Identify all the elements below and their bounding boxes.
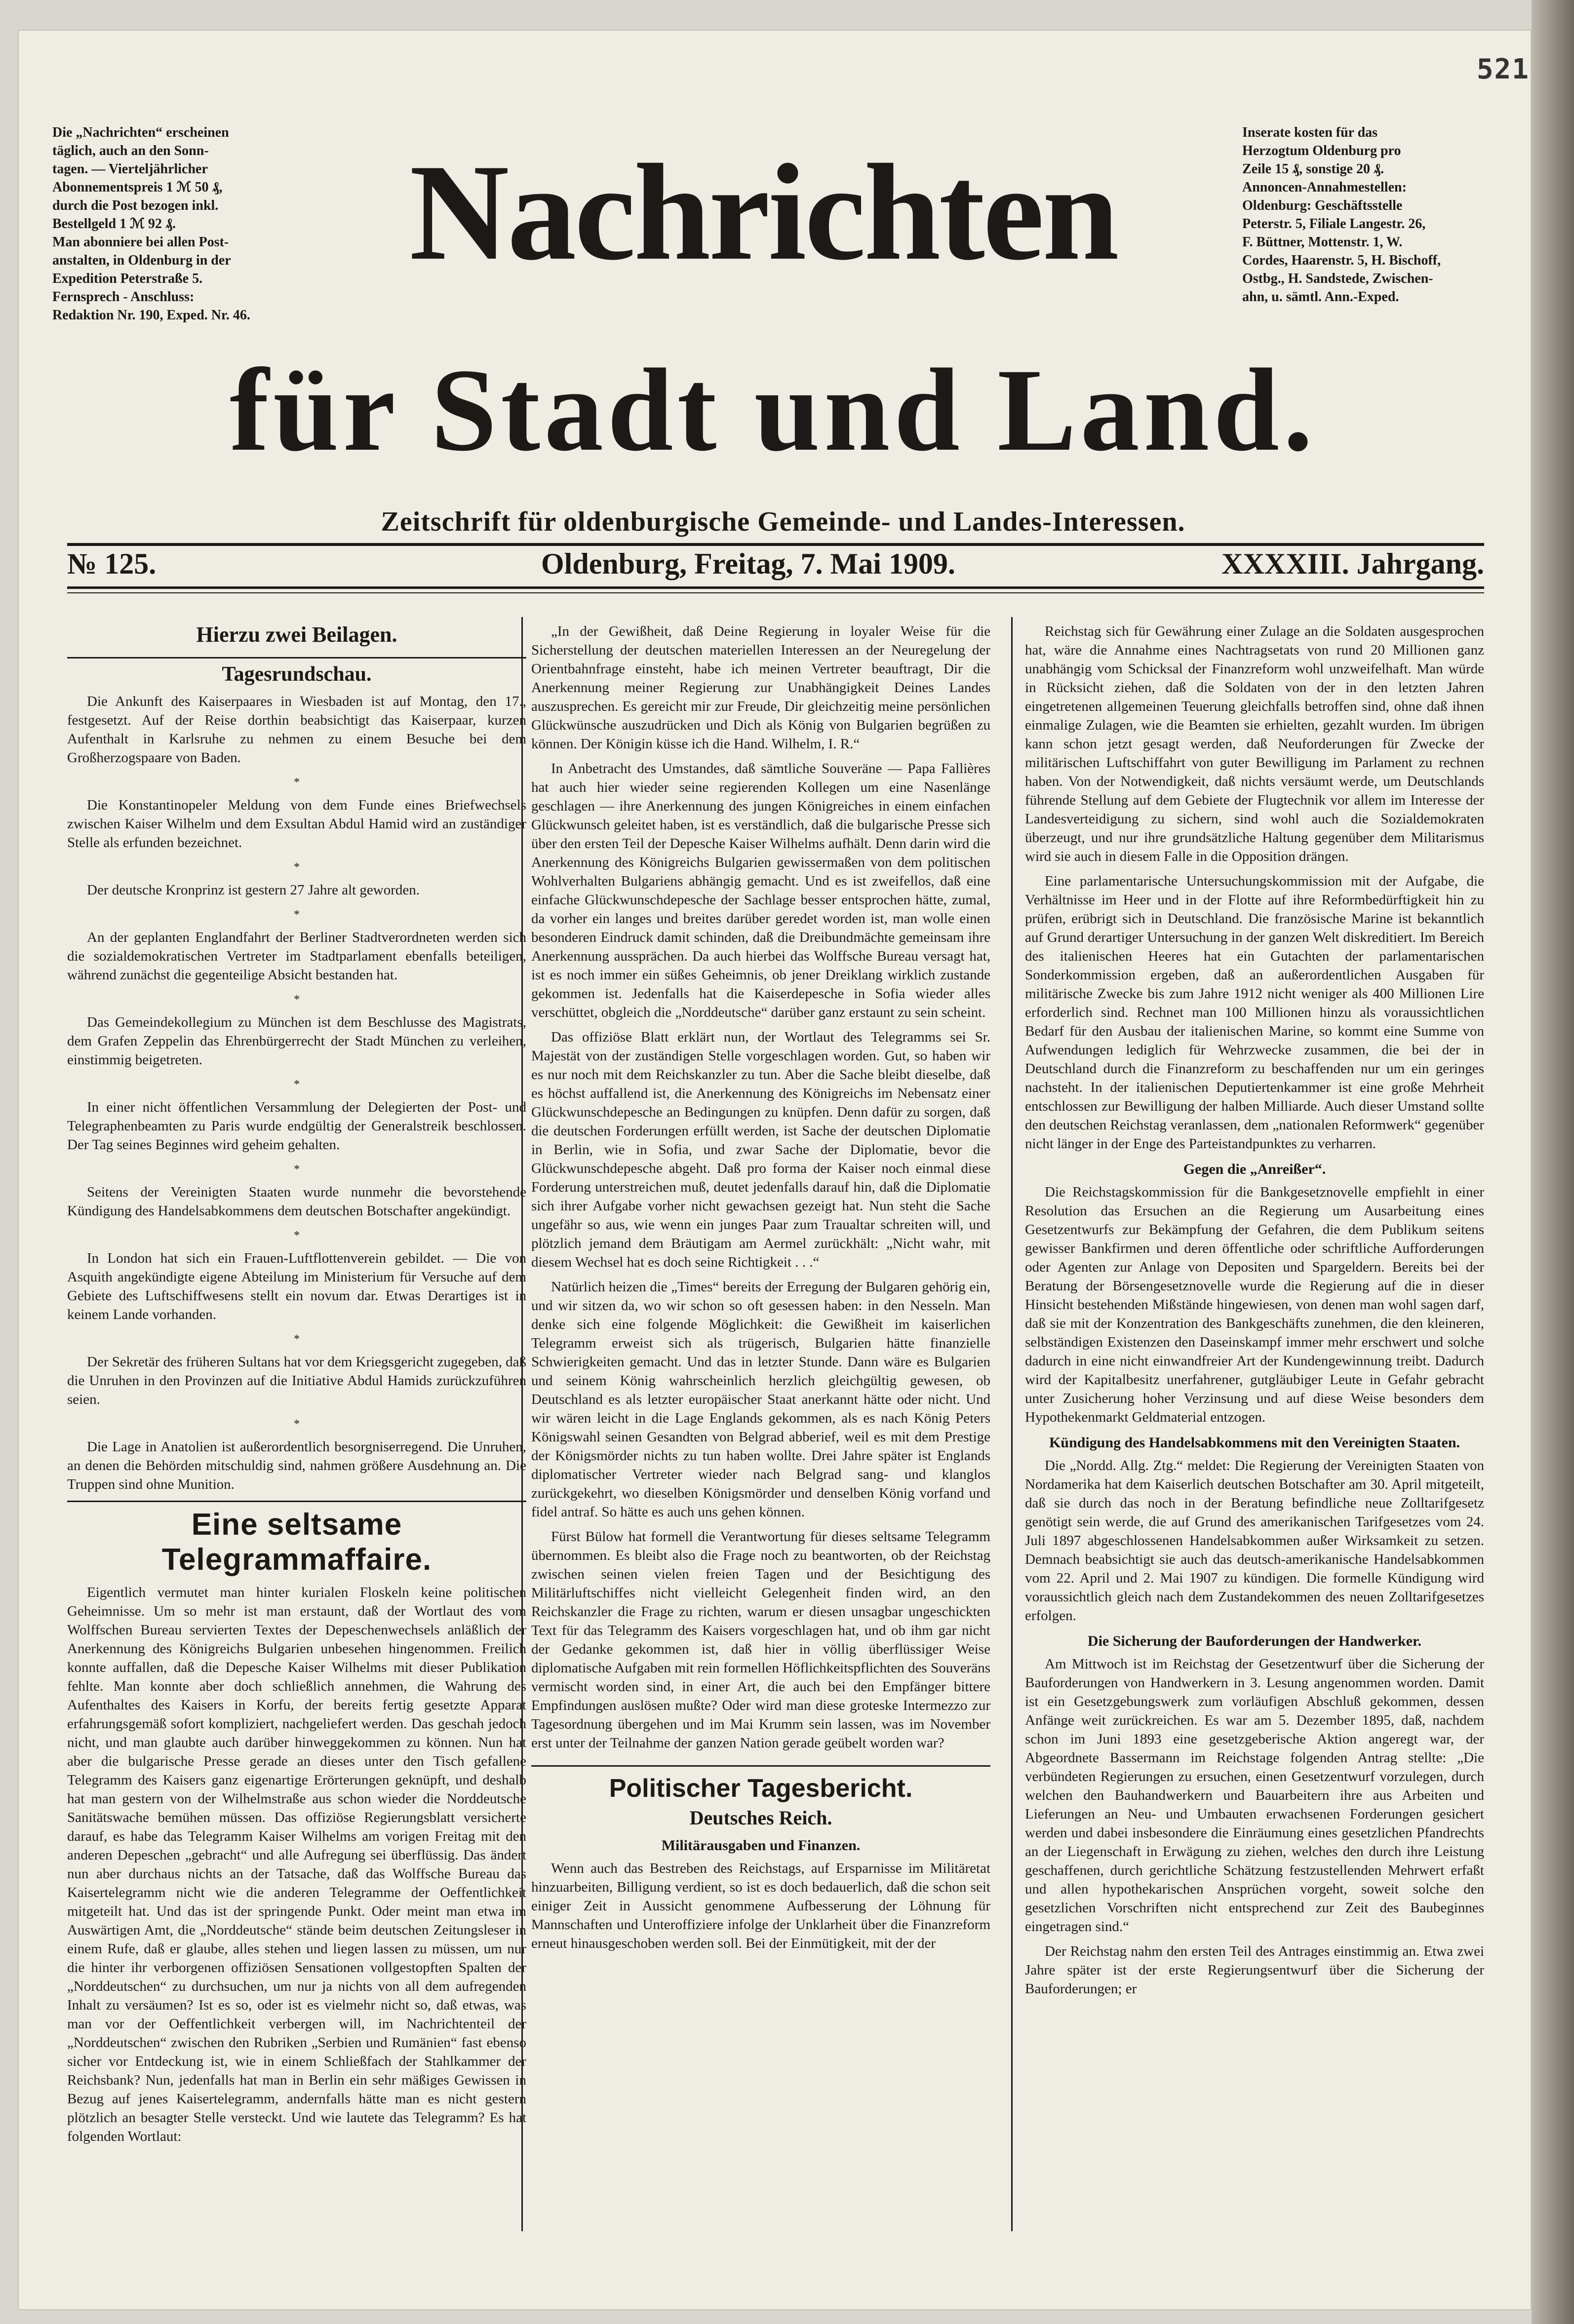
paragraph-bauforderungen: Am Mittwoch ist im Reichstag der Gesetzentwurf über die Sicherung der Bauforderungen von Handwerkern in 3. Lesung angenommen worden. Damit ist ein Gesetzgebungswerk zum vorläufigen Abschluß gekommen, dessen Anfänge weit zurückreichen. Es war am 5. Dezember 1895, daß, nachdem schon im Juni 1893 eine gesetzgeberische Aktion angeregt war, der Abgeordnete Bassermann im Reichstage folgenden Antrag stellte: „Die verbündeten Regierungen zu ersuchen, einen Gesetzentwurf vorzulegen, durch welchen den Bauhandwerkern und Bauarbeitern ihre aus Arbeiten und Lieferungen an Neu- und Umbauten erwachsenen Forderungen gesichert werden und dabei insbesondere die Einräumung eines gesetzlichen Pfandrechts an der Liegenschaft in Erwägung zu ziehen, welches den durch ihre Leistung geschaffenen, durch gerichtliche Schätzung festzustellenden Mehrwert erfaßt und allen hypothekarischen Ansprüchen vorgeht, soweit solche den gesetzlichen Vorschriften nicht entsprechend zur Zeit des Baubeginnes eingetragen sind.“ (1025, 1656, 1484, 1935)
separator-star: * (294, 1333, 300, 1346)
column-3 (1025, 622, 1484, 2004)
column-divider-2 (1011, 617, 1013, 2231)
heading-handelsabkommen: Kündigung des Handelsabkommens mit den Vereinigten Staaten. (1049, 1434, 1460, 1451)
paragraph-handelsabkommen: Die „Nordd. Allg. Ztg.“ meldet: Die Regierung der Vereinigten Staaten von Nordamerika hat dem Kaiserlich deutschen Botschafter am 30. April mitgeteilt, daß sie durch das noch in der Beratung befindliche neue Zolltarifgesetz genötigt sein werde, die auf Grund des amerikanischen Tarifgesetzes vom 24. Juli 1897 abgeschlossenen Handelsabkommen außer Wirksamkeit zu setzen. Demnach beabsichtigt sie auch das deutsch-amerikanische Handelsabkommen vom 22. April und 2. Mai 1907 zu kündigen. Die formelle Kündigung wird voraussichtlich gleich nach dem Zustandekommen des neuen Zolltarifgesetzes erfolgen. (1025, 1458, 1484, 1624)
ear-line: Die „Nachrichten“ erscheinen (52, 125, 229, 140)
news-briefs (67, 692, 526, 1494)
ear-line: Ostbg., H. Sandstede, Zwischen- (1242, 271, 1433, 286)
column-2 (531, 622, 990, 1959)
paragraph: Das Gemeindekollegium zu München ist dem Beschlusse des Magistrats, dem Grafen Zeppelin das Ehrenbürgerrecht der Stadt München zu verleihen, einstimmig beigetreten. (67, 1014, 526, 1068)
article-continuation (531, 622, 990, 1752)
section-heading-tagesrundschau: Tagesrundschau. (67, 657, 526, 686)
separator-star: * (294, 776, 300, 789)
article-heading-telegrammaffaire: Eine seltsame Telegrammaffaire. (67, 1501, 526, 1577)
ear-line: Peterstr. 5, Filiale Langestr. 26, (1242, 216, 1426, 232)
paragraph: Die Ankunft des Kaiserpaares in Wiesbaden ist auf Montag, den 17., festgesetzt. Auf der Reise dorthin beabsichtigt das Kaiserpaar, kurzen Aufenthalt in Karlsruhe zu nehmen zu einem Besuche bei dem Großherzogspaare von Baden. (67, 694, 526, 766)
article-body-telegrammaffaire (67, 1583, 526, 2146)
ear-line: Inserate kosten für das (1242, 125, 1378, 140)
paragraph: Eigentlich vermutet man hinter kurialen Floskeln keine politischen Geheimnisse. Um so mehr ist man erstaunt, daß der Wortlaut des vom Wolffschen Bureau servierten Textes der Depeschenwechsels anläßlich der Anerkennung des Königreichs Bulgarien unbesehen hingenommen. Freilich konnte auffallen, daß die Depesche Kaiser Wilhelms mit dieser Publikation fehlte. Man konnte aber doch schließlich annehmen, die Wahrung des Aufenthaltes des Kaisers in Korfu, der bereits fertig gesetzte Apparat erfahrungsgemäß sofort kompliziert, nachgeliefert werden. Das geschah jedoch nicht, und man glaubte auch darüber hinweggekommen zu können. Nun hat aber die bulgarische Presse gerade an dieses unter den Tisch gefallene Telegramm des Kaisers ganz eigenartige Erörterungen geknüpft, und deshalb hat man gestern von der Wilhelmstraße aus schon wieder die Norddeutsche Sanitätswache bemühen müssen. Das offiziöse Regierungsblatt versicherte darauf, es habe das Telegramm Kaiser Wilhelms am vorigen Freitag mit den anderen Depeschen „gebracht“ und alle Aufregung sei überflüssig. Das ändert nun aber durchaus nichts an der Tatsache, daß das Wolffsche Bureau das Kaisertelegramm nicht wie die anderen Telegramme der Oeffentlichkeit mitgeteilt hat. Und das ist der springende Punkt. Oder meint man etwa im Auswärtigen Amt, die „Norddeutsche“ stände beim deutschen Zeitungsleser in einem Rufe, daß er glaube, alles stehen und liegen lassen zu müssen, um nur die hinter ihr verborgenen offiziösen Sensationen vollgestopften Spalten der „Norddeutschen“ zu durchsuchen, um nur ja nichts von all dem aufregenden Inhalt zu versäumen? Ist es so, oder ist es vielmehr nicht so, daß etwas, was man vor der Oeffentlichkeit verbergen will, im Nachrichtenteil der „Norddeutschen“ zwischen den Rubriken „Serbien und Rumänien“ fast ebenso sicher vor Entdeckung ist, wie in einem Schließfach der Stahlkammer der Reichsbank? Nun, jedenfalls hat man in Berlin ein sehr mäßiges Gewissen in Bezug auf jenes Kaisertelegramm, andernfalls hätte man es nicht gestern plötzlich an besagter Stelle versteckt. Und wie lautete das Telegramm? Es hat folgenden Wortlaut: (67, 1585, 526, 2144)
paragraph: Der deutsche Kronprinz ist gestern 27 Jahre alt geworden. (87, 882, 420, 898)
paragraph: Natürlich heizen die „Times“ bereits der Erregung der Bulgaren gehörig ein, und wir sitzen da, wo wir schon so oft gesessen haben: in den Nesseln. Man denke sich eine folgende Möglichkeit: die Gewißheit im kaiserlichen Telegramm erweist sich als trügerisch, Bulgarien hätte finanzielle Schwierigkeiten gemacht. Und das in letzter Stunde. Dann wäre es Bulgarien und seinem König wahrscheinlich herzlich gleichgültig gewesen, ob Deutschland es als letzter europäischer Staat anerkannt hätte oder nicht. Und wir wären leicht in die Lage Englands gekommen, als es nach König Peters Königswahl seinen Gesandten von Belgrad abberief, weil es mit dem Prestige der Königsmörder nichts zu tun haben wollte. Drei Jahre später ist Englands diplomatischer Vertreter wieder nach Belgrad sang- und klanglos zurückgekehrt, wo dieselben Königsmörder und denselben König vorfand und fidel antraf. So hätte es auch uns gehen können. (531, 1279, 990, 1520)
ear-line: tagen. — Vierteljährlicher (52, 161, 208, 177)
paragraph: An der geplanten Englandfahrt der Berliner Stadtverordneten werden sich die sozialdemokratischen Vertreter im Stadtparlament ebenfalls beteiligen, während zunächst die gegenteilige Absicht bestanden hat. (67, 930, 526, 983)
paragraph: In London hat sich ein Frauen-Luftflottenverein gebildet. — Die von Asquith angekündigte eigene Abteilung im Ministerium für Versuche auf dem Gebiete des Luftschiffwesens stellt ein novum dar. Etwas Derartiges ist in keinem Lande vorhanden. (67, 1250, 526, 1322)
paragraph: Das offiziöse Blatt erklärt nun, der Wortlaut des Telegramms sei Sr. Majestät von der zuständigen Stelle vorgeschlagen worden. Gut, so haben wir es nur noch mit dem Reichskanzler zu tun. Aber die Sache bleibt dieselbe, daß es höchst auffallend ist, die Anerkennung des Königreichs im Nebensatz einer Glückwunschdepesche an Bedingungen zu knüpfen. Denn dafür zu sorgen, daß die deutschen Forderungen erfüllt werden, ist Sache der deutschen Diplomatie in Berlin, wie in Sofia, und zwar Sache der Diplomatie, bevor die Glückwunschdepesche abgeht. Daß pro forma der Kaiser noch einmal diese Forderung unterstreichen muß, deutet jedenfalls darauf hin, daß die Diplomatie sich ihrer Aufgabe vorher nicht gewachsen gezeigt hat. Nun steht die Sache ungefähr so aus, wie wenn ein junges Paar zum Traualtar schreiten will, und plötzlich jemand dem Bräutigam am Aermel zurückhält: „Nicht wahr, mit diesem Wechsel hat es doch seine Richtigkeit . . .“ (531, 1029, 990, 1270)
paragraph-anreisser: Die Reichstagskommission für die Bankgesetznovelle empfiehlt in einer Resolution das Ersuchen an die Regierung um Ausarbeitung eines Gesetzentwurfs zur Bekämpfung der Gefahren, die dem Publikum seitens gewisser Bankfirmen und deren öffentliche oder schriftliche Aufforderungen oder Agenten zur Anlage von Depositen und Spargeldern. Bereits bei der Beratung der Börsengesetznovelle wurde die Regierung auf die in dieser Hinsicht bestehenden Mißstände hingewiesen, von denen man wohl sagen darf, daß sie mit der Konzentration des Bankgeschäfts zunehmen, die den kleineren, selbständigen Existenzen den Daseinskampf immer mehr erschwert und solche dadurch in eine nicht einwandfreier Art der Kundengewinnung treibt. Dadurch wird der Kapitalbesitz unerfahrener, gutgläubiger Leute in Gefahr gebracht unter Zusicherung hoher Verzinsung und auf diese Weise besonders dem Hypothekenmarkt Geldmaterial entzogen. (1025, 1184, 1484, 1425)
volume-number: XXXXIII. Jahrgang. (1221, 547, 1484, 580)
paragraph: Eine parlamentarische Untersuchungskommission mit der Aufgabe, die Verhältnisse im Heer und in der Flotte auf ihre Reformbedürftigkeit hin zu prüfen, erübrigt sich in Deutschland. Die französische Marine ist bekanntlich auf Grund derartiger Untersuchung in der ganzen Welt diskreditiert. Im Bereich des italienischen Heeres hat ein Gutachten der parlamentarischen Sonderkommission ergeben, daß an außerordentlichen Ausgaben für militärische Zwecke bis zum Jahre 1912 nicht weniger als 400 Millionen Lire erforderlich sind. Rechnet man 100 Millionen hinzu als voraussichtlichen Bedarf für den Ausbau der italienischen Marine, so kommt eine Summe von Aufwendungen lediglich für Wehrzwecke zusammen, die bei der in Deutschland durch die Finanzreform zu beschaffenden nur um ein geringes nachsteht. In der italienischen Deputiertenkammer ist eine große Mehrheit entschlossen zur Bewilligung der halben Milliarde. Auch dieser Umstand sollte den deutschen Reichstag veranlassen, dem „nationalen Reformwerk“ gegenüber nicht länger in der Enge des Parteistandpunktes zu verharren. (1025, 873, 1484, 1152)
separator-star: * (294, 1078, 300, 1091)
supplements-note: Hierzu zwei Beilagen. (196, 622, 397, 647)
ear-line: anstalten, in Oldenburg in der (52, 253, 231, 268)
paragraph-bauforderungen-2: Der Reichstag nahm den ersten Teil des Antrages einstimmig an. Etwa zwei Jahre später ist der erste Regierungsentwurf über die Sicherung der Bauforderungen; er (1025, 1943, 1484, 1997)
ear-line: Zeile 15 ₰, sonstige 20 ₰. (1242, 161, 1384, 177)
paragraph: Fürst Bülow hat formell die Verantwortung für dieses seltsame Telegramm übernommen. Es bleibt also die Frage noch zu beantworten, ob der Reichstag zwischen seinen vielen freien Tagen und der Besichtigung des Militärluftschiffes nicht vielleicht Gelegenheit finden wird, an den Reichskanzler die Frage zu richten, warum er diesen unsagbar ungeschickten Text für das Telegramm des Kaisers vorgeschlagen hat, und ob ihm gar nicht der Gedanke gekommen ist, daß hier in völlig überflüssiger Weise diplomatische Aufgaben mit rein formellen Höflichkeitspflichten des Souveräns vermischt worden sind, in einer Art, die auch bei den Empfänger bittere Empfindungen auslösen mußte? Oder wird man diese groteske Intermezzo zur Tagesordnung übergehen und im Mai Krumm sein lassen, was im November erst unter der Teilnahme der ganzen Nation gerade geübelt worden war? (531, 1529, 990, 1751)
rule-dateline-bottom (67, 586, 1484, 589)
newspaper-page (18, 30, 1532, 2310)
ear-line: Fernsprech - Anschluss: (52, 289, 195, 305)
masthead-title: Nachrichten (409, 135, 1117, 289)
ear-line: durch die Post bezogen inkl. (52, 198, 219, 213)
paragraph: In Anbetracht des Umstandes, daß sämtliche Souveräne — Papa Fallières hat auch hier wieder seine regierenden Kollegen um eine Nasenlänge geschlagen — ihre Anerkennung des jungen Königreiches in einem einfachen Glückwunsch geleitet haben, ist es verständlich, daß die bulgarische Presse sich über den ersten Teil der Depesche Kaiser Wilhelms aufhält. Denn darin wird die Anerkennung des Königreichs Bulgarien gewissermaßen von dem politischen Wohlverhalten Bulgariens abhängig gemacht. Und es ist zweifellos, daß eine einfache Glückwunschdepesche der Sachlage besser entsprochen hätte, zumal, da vorher ein langes und breites darüber geredet worden ist, man wolle einen besonderen Eindruck damit schinden, daß die Dreibundmächte gemeinsam ihre Anerkennung aussprächen. Da auch hierbei das Wolffsche Bureau versagt hat, ist es noch immer ein süßes Geheimnis, ob jener Dreiklang wirklich zustande gekommen ist. Jedenfalls hat die Kaiserdepesche in Sofia wieder alles verschüttet, obgleich die „Norddeutsche“ darüber ganz erstaunt zu sein scheint. (531, 761, 990, 1020)
article-body-military-continued (1025, 622, 1484, 1153)
separator-star: * (294, 1229, 300, 1242)
ear-line: ahn, u. sämtl. Ann.-Exped. (1242, 289, 1399, 305)
separator-star: * (294, 993, 300, 1006)
heading-bauforderungen: Die Sicherung der Bauforderungen der Handwerker. (1087, 1633, 1422, 1649)
section-heading-tagesbericht: Politischer Tagesbericht. (531, 1765, 990, 1803)
paragraph: „In der Gewißheit, daß Deine Regierung in loyaler Weise für die Sicherstellung der deutschen materiellen Interessen an der Neuregelung der Orientbahnfrage einsteht, habe ich meinen Vertreter beauftragt, Dir die Anerkennung meiner Regierung zur Unabhängigkeit Deines Landes auszusprechen. Es gereicht mir zur Freude, Dir gleichzeitig meine persönlichen Glückwünsche auszudrücken und Dich als König von Bulgarien begrüßen zu können. Der Königin küsse ich die Hand. Wilhelm, I. R.“ (531, 623, 990, 752)
rule-top (67, 543, 1484, 546)
ear-line: Herzogtum Oldenburg pro (1242, 143, 1401, 158)
ear-line: täglich, auch an den Sonn- (52, 143, 209, 158)
separator-star: * (294, 861, 300, 874)
date-line: Oldenburg, Freitag, 7. Mai 1909. (541, 547, 955, 580)
article-body-militaer (531, 1859, 990, 1953)
separator-star: * (294, 1418, 300, 1431)
dateline (67, 547, 1484, 586)
subsection-heading-reich: Deutsches Reich. (689, 1807, 832, 1829)
ear-line: F. Büttner, Mottenstr. 1, W. (1242, 234, 1403, 250)
newspaper-tagline: Zeitschrift für oldenburgische Gemeinde- und Landes-Interessen. (381, 506, 1185, 537)
ear-line: Oldenburg: Geschäftsstelle (1242, 198, 1403, 213)
paragraph: Die Konstantinopeler Meldung von dem Funde eines Briefwechsels zwischen Kaiser Wilhelm und dem Exsultan Abdul Hamid wird an zuständiger Stelle als erfunden bezeichnet. (67, 797, 526, 851)
ear-line: Man abonniere bei allen Post- (52, 234, 229, 250)
ear-line: Abonnementspreis 1 ℳ 50 ₰, (52, 180, 223, 195)
ear-left-subscription (52, 123, 284, 324)
scan-edge (1532, 0, 1574, 2324)
heading-anreisser: Gegen die „Anreißer“. (1183, 1161, 1326, 1177)
ear-right-advertising (1242, 123, 1474, 306)
masthead-subtitle-line: für Stadt und Land. (230, 344, 1317, 475)
ear-line: Expedition Peterstraße 5. (52, 271, 203, 286)
paragraph: Die Lage in Anatolien ist außerordentlich besorgniserregend. Die Unruhen, an denen die Behörden mitschuldig sind, nahmen größere Ausdehnung an. Die Truppen sind ohne Munition. (67, 1439, 526, 1492)
paragraph: In einer nicht öffentlichen Versammlung der Delegierten der Post- und Telegraphenbeamten zu Paris wurde endgültig der Generalstreik beschlossen. Der Tag seines Beginnes wird geheim gehalten. (67, 1099, 526, 1153)
rule-dateline-bottom-thin (67, 592, 1484, 593)
ear-line: Redaktion Nr. 190, Exped. Nr. 46. (52, 308, 250, 323)
ear-line: Bestellgeld 1 ℳ 92 ₰. (52, 216, 176, 232)
issue-number: № 125. (67, 547, 157, 580)
paragraph: Seitens der Vereinigten Staaten wurde nunmehr die bevorstehende Kündigung des Handelsabkommens dem deutschen Botschafter angekündigt. (67, 1184, 526, 1219)
separator-star: * (294, 908, 300, 921)
subsection-heading-militaer: Militärausgaben und Finanzen. (661, 1837, 861, 1854)
paragraph: Reichstag sich für Gewährung einer Zulage an die Soldaten ausgesprochen hat, wäre die Annahme eines Nachtragsetats von rund 20 Millionen ganz unabhängig vom Schicksal der Finanzreform wohl unzweifelhaft. Man würde in Rücksicht ziehen, daß die Soldaten von der in den letzten Jahren eingetretenen allgemeinen Teuerung gleichfalls betroffen sind, ohne daß ihnen einmalige Zulagen, wie die Beamten sie erhielten, gezahlt wurden. Im übrigen kann schon jetzt gesagt werden, daß Neuforderungen für Zwecke der militärischen Luftschiffahrt von guter Bewilligung im Parlament zu rechnen haben. Von der Notwendigkeit, daß nichts versäumt werde, um Deutschlands führende Stellung auf dem Gebiete der Flugtechnik vor allem im Interesse der Landesverteidigung zu sichern, sind wohl auch die Sozialdemokraten überzeugt, und nur ihre grundsätzliche Haltung gegenüber dem Militarismus wird sie auch in diesem Falle in die Opposition drängen. (1025, 623, 1484, 864)
separator-star: * (294, 1163, 300, 1176)
ear-line: Annoncen-Annahmestellen: (1242, 180, 1407, 195)
ear-line: Cordes, Haarenstr. 5, H. Bischoff, (1242, 253, 1441, 268)
paragraph: Der Sekretär des früheren Sultans hat vor dem Kriegsgericht zugegeben, daß die Unruhen in den Provinzen auf die Initiative Abdul Hamids zurückzuführen seien. (67, 1354, 526, 1407)
column-1 (67, 622, 526, 2152)
paragraph: Wenn auch das Bestreben des Reichstags, auf Ersparnisse im Militäretat hinzuarbeiten, Billigung verdient, so ist es doch bedauerlich, daß die schon seit einiger Zeit in Aussicht genommene Aufbesserung der Löhnung für Mannschaften und Unteroffiziere infolge der Unklarheit über die Finanzreform erneut hinausgeschoben werden soll. Bei der Einmütigkeit, mit der der (531, 1860, 990, 1951)
archive-stamp: 521 (1476, 53, 1530, 85)
